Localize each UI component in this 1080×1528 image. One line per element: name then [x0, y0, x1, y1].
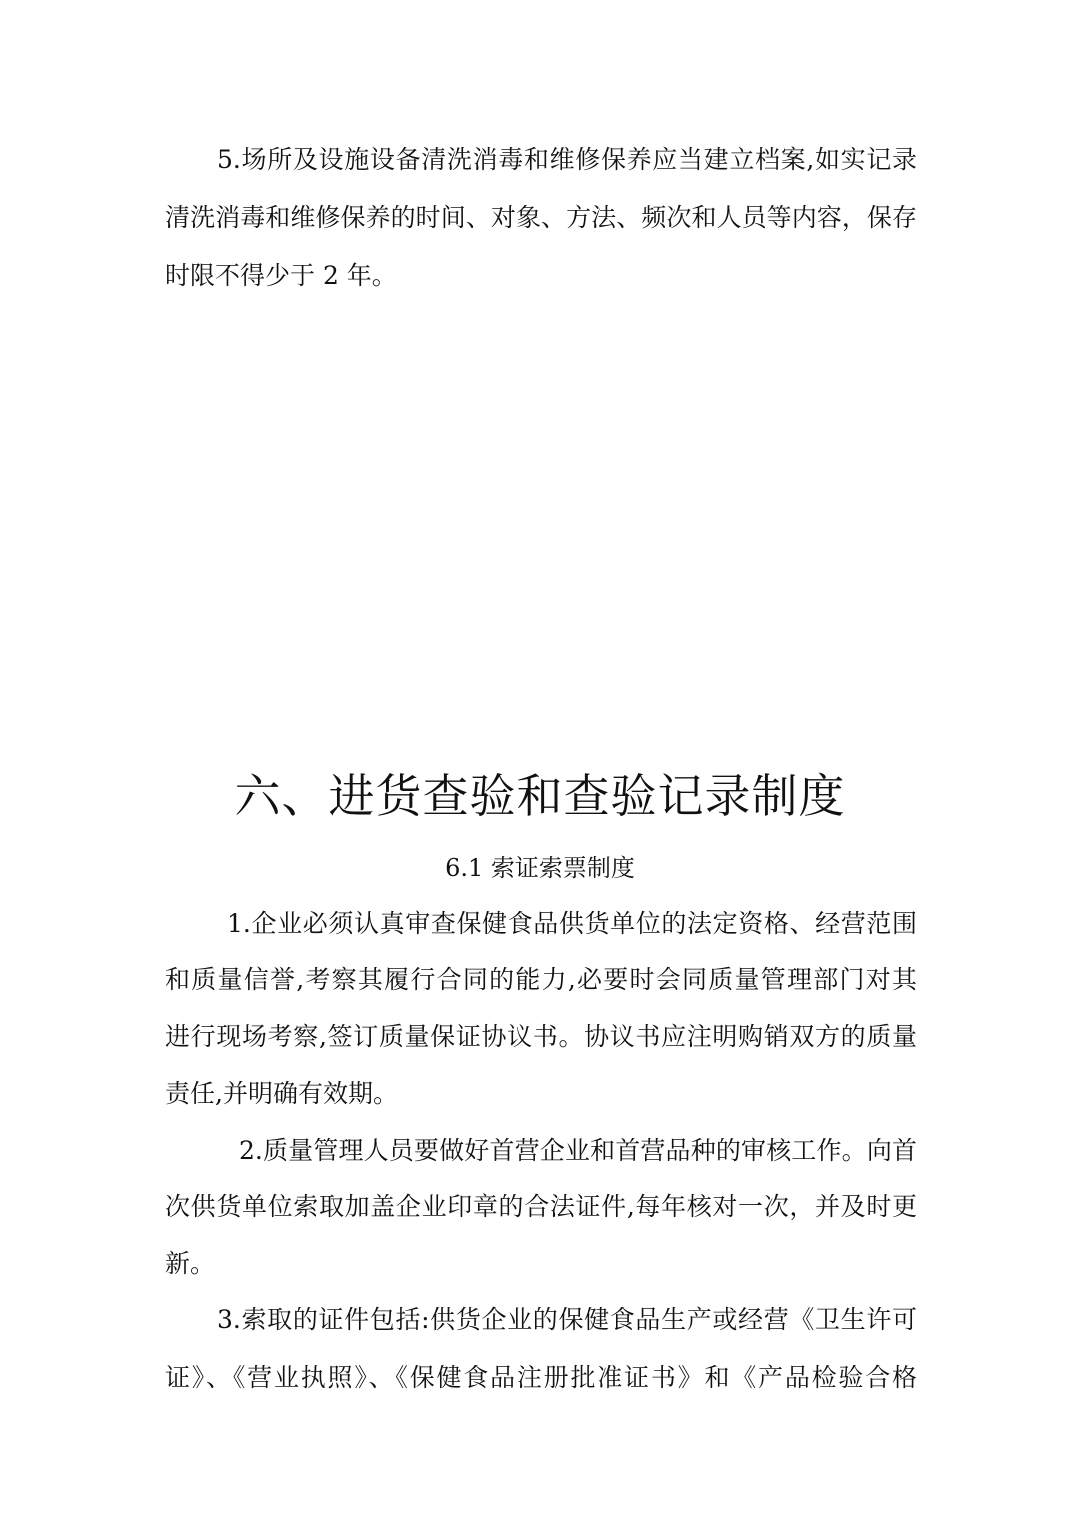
section-subtitle: 6.1 索证索票制度 — [445, 854, 635, 882]
text-line: 进行现场考察,签订质量保证协议书。协议书应注明购销双方的质量 — [165, 1022, 917, 1051]
text-line: 和质量信誉,考察其履行合同的能力,必要时会同质量管理部门对其 — [165, 965, 917, 994]
text-line: 2.质量管理人员要做好首营企业和首营品种的审核工作。向首 — [239, 1136, 917, 1165]
text-line: 清洗消毒和维修保养的时间、对象、方法、频次和人员等内容，保存 — [165, 203, 917, 232]
text-line: 5.场所及设施设备清洗消毒和维修保养应当建立档案,如实记录 — [217, 145, 917, 174]
text-line: 新。 — [165, 1249, 216, 1278]
chapter-title: 六、进货查验和查验记录制度 — [234, 769, 846, 823]
text-line: 1.企业必须认真审查保健食品供货单位的法定资格、经营范围 — [227, 909, 917, 938]
text-line: 3.索取的证件包括:供货企业的保健食品生产或经营《卫生许可 — [217, 1305, 917, 1334]
text-line: 次供货单位索取加盖企业印章的合法证件,每年核对一次，并及时更 — [165, 1192, 917, 1221]
text-line: 证》、《营业执照》、《保健食品注册批准证书》和《产品检验合格 — [165, 1363, 917, 1392]
text-line: 时限不得少于 2 年。 — [165, 261, 397, 290]
text-line: 责任,并明确有效期。 — [165, 1079, 398, 1108]
